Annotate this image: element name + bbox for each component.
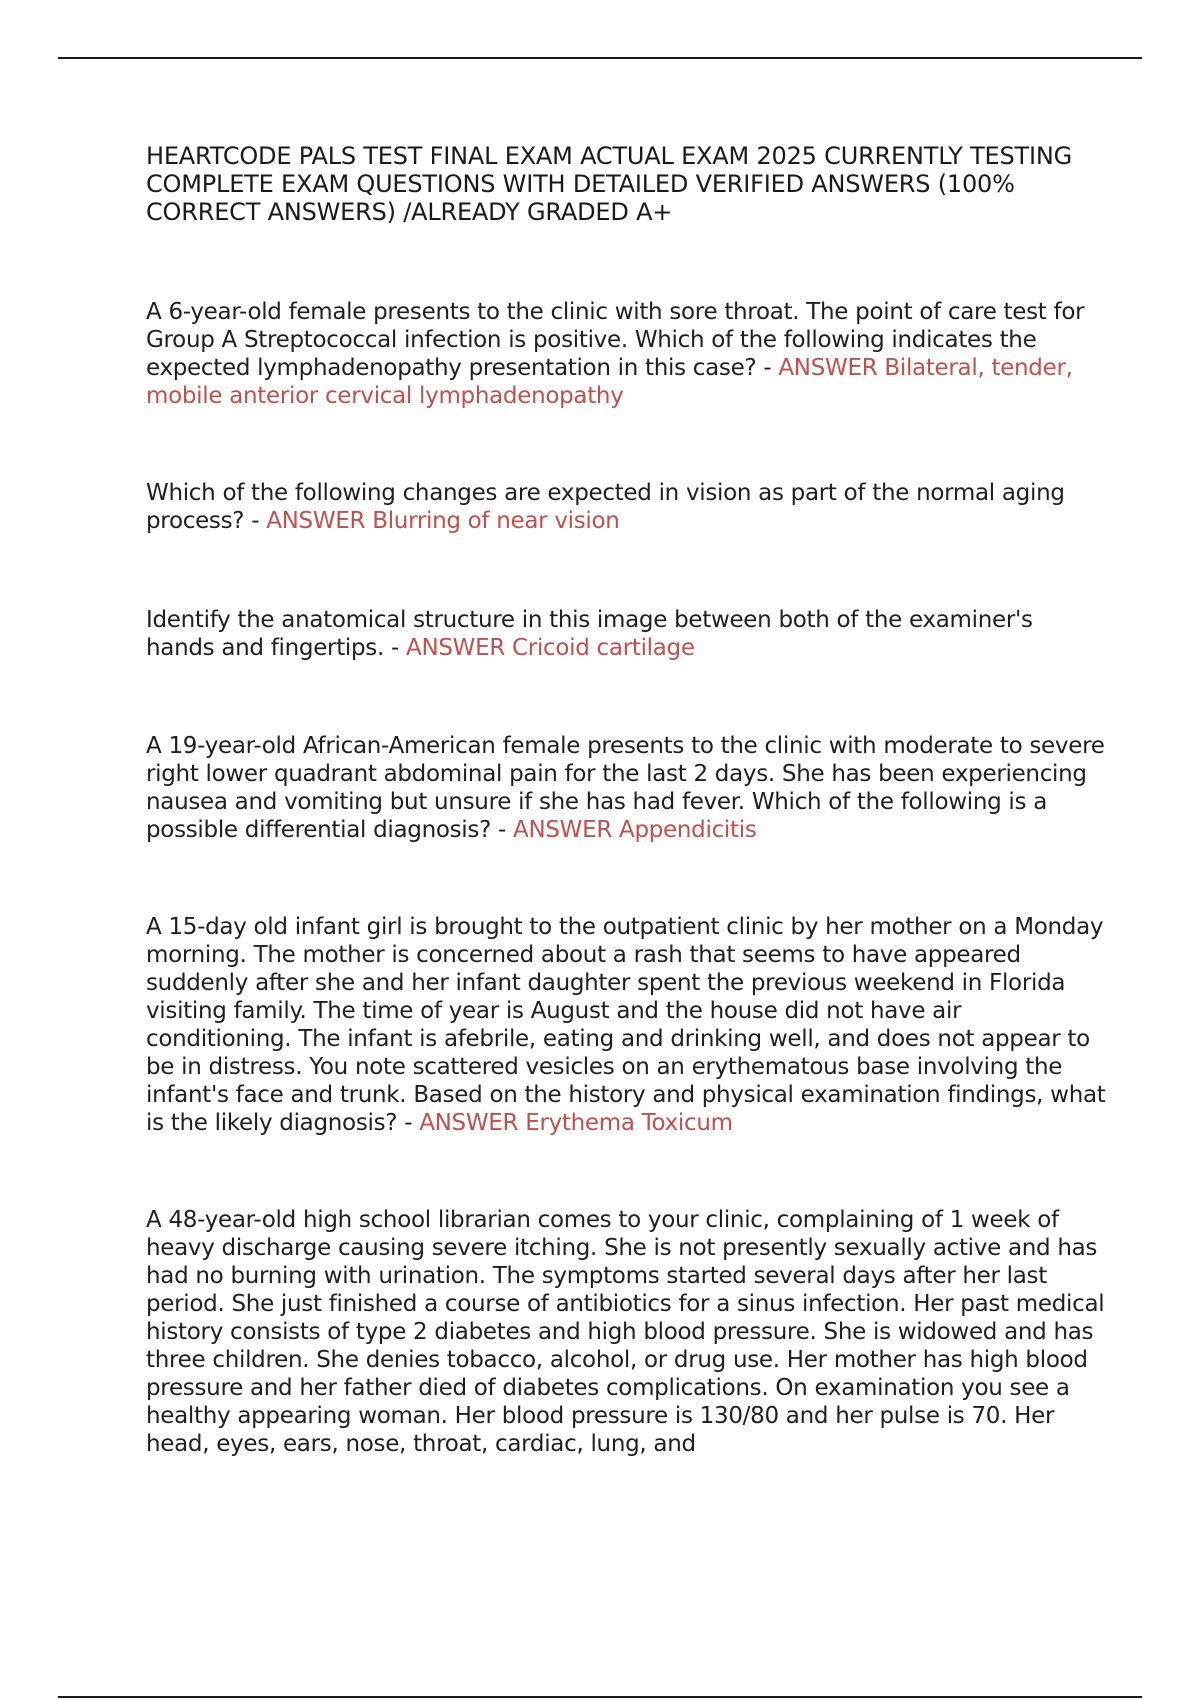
answer-text: ANSWER Blurring of near vision (266, 508, 620, 534)
question-text: A 48-year-old high school librarian comes to your clinic, complaining of 1 week of heavy discharge causing severe itching. She is not presently sexually active and has had no burning with urination. The symptoms started several days after her last period. She just finished a course of antibiotics for a sinus infection. Her past medical history consists of type 2 diabetes and high blood pressure. She is widowed and has three children. She denies tobacco, alcohol, or drug use. Her mother has high blood pressure and her father died of diabetes complications. On examination you see a healthy appearing woman. Her blood pressure is 130/80 and her pulse is 70. Her head, eyes, ears, nose, throat, cardiac, lung, and (146, 1207, 1105, 1457)
document-body (146, 142, 1106, 1458)
question-item-2 (146, 479, 1106, 535)
question-item-5 (146, 913, 1106, 1137)
question-item-3 (146, 606, 1106, 662)
answer-text: ANSWER Appendicitis (513, 817, 757, 843)
question-item-1 (146, 298, 1106, 410)
question-text: Identify the anatomical structure in this image between both of the examiner's hands and fingertips. - (146, 607, 1033, 661)
question-item-6 (146, 1206, 1106, 1458)
question-text: A 19-year-old African-American female presents to the clinic with moderate to severe right lower quadrant abdominal pain for the last 2 days. She has been experiencing nausea and vomiting but unsure if she has had fever. Which of the following is a possible differential diagnosis? - (146, 733, 1105, 843)
answer-text: ANSWER Cricoid cartilage (406, 635, 695, 661)
document-title: HEARTCODE PALS TEST FINAL EXAM ACTUAL EXAM 2025 CURRENTLY TESTING COMPLETE EXAM QUESTIONS WITH DETAILED VERIFIED ANSWERS (100% CORRECT ANSWERS) /ALREADY GRADED A+ (146, 142, 1073, 226)
question-text: A 6-year-old female presents to the clinic with sore throat. The point of care test for Group A Streptococcal infection is positive. Which of the following indicates the expected lymphadenopathy presentation in this case? - (146, 299, 1085, 381)
question-text: A 15-day old infant girl is brought to the outpatient clinic by her mother on a Monday morning. The mother is concerned about a rash that seems to have appeared suddenly after she and her infant daughter spent the previous weekend in Florida visiting family. The time of year is August and the house did not have air conditioning. The infant is afebrile, eating and drinking well, and does not appear to be in distress. You note scattered vesicles on an erythematous base involving the infant's face and trunk. Based on the history and physical examination findings, what is the likely diagnosis? - (146, 914, 1106, 1136)
question-text: Which of the following changes are expected in vision as part of the normal aging process? - (146, 480, 1065, 534)
question-item-4 (146, 732, 1106, 844)
footer-rule (58, 1696, 1142, 1698)
answer-text: ANSWER Erythema Toxicum (419, 1110, 733, 1136)
header-rule (58, 57, 1142, 59)
answer-text: ANSWER Bilateral, tender, mobile anterior cervical lymphadenopathy (146, 355, 1073, 409)
